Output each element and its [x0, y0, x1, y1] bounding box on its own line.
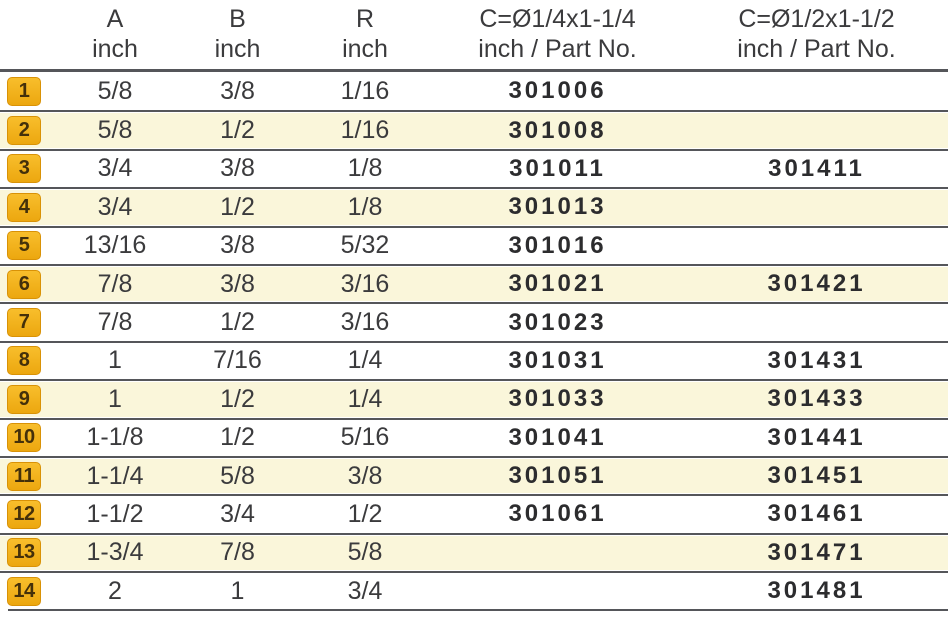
row-number-badge: 3	[7, 154, 41, 183]
cell-r: 1/8	[347, 154, 383, 183]
cell-b: 7/16	[213, 346, 262, 375]
cell-part-quarter: 301041	[508, 423, 607, 451]
column-header-part-quarter-unit: inch / Part No.	[478, 35, 637, 63]
table-header-row	[0, 0, 948, 72]
cell-part-quarter: 301023	[508, 308, 607, 336]
cell-a: 1	[108, 346, 122, 375]
cell-b: 5/8	[220, 461, 255, 490]
table-row	[0, 494, 948, 532]
cell-b: 3/8	[220, 231, 255, 260]
cell-part-half: 301451	[767, 462, 866, 490]
cell-a: 3/4	[97, 192, 133, 221]
row-number-badge: 7	[7, 308, 41, 337]
cell-r: 3/16	[340, 269, 390, 298]
cell-part-half: 301481	[767, 577, 866, 605]
cell-b: 3/4	[220, 499, 255, 528]
table-row	[0, 72, 948, 110]
row-number-badge: 11	[7, 462, 41, 491]
cell-r: 3/8	[347, 461, 383, 490]
cell-b: 1/2	[220, 192, 255, 221]
table-row	[0, 226, 948, 264]
cell-b: 1/2	[220, 384, 255, 413]
column-header-r-symbol: R	[355, 5, 375, 33]
cell-r: 3/16	[340, 308, 390, 337]
cell-a: 13/16	[83, 231, 147, 260]
cell-r: 1/4	[347, 384, 383, 413]
column-header-a	[55, 4, 175, 69]
cell-b: 3/8	[220, 269, 255, 298]
table-row	[0, 571, 948, 609]
cell-part-quarter: 301011	[509, 154, 606, 182]
cell-a: 3/4	[97, 154, 133, 183]
cell-r: 5/32	[340, 231, 390, 260]
table-row	[0, 533, 948, 571]
cell-a: 5/8	[97, 116, 133, 145]
row-number-badge: 13	[7, 538, 41, 567]
table-row	[0, 379, 948, 417]
row-number-badge: 8	[7, 346, 41, 375]
cell-part-quarter: 301013	[508, 193, 607, 221]
table-row	[0, 418, 948, 456]
column-header-part-half	[685, 4, 948, 69]
cell-part-half: 301433	[767, 385, 866, 413]
row-number-badge: 9	[7, 385, 41, 414]
table-row	[0, 149, 948, 187]
cell-part-quarter: 301021	[508, 270, 607, 298]
cell-b: 3/8	[220, 76, 255, 105]
column-header-a-symbol: A	[106, 5, 124, 33]
table-body	[0, 72, 948, 609]
cell-part-quarter: 301061	[508, 500, 607, 528]
row-number-badge: 2	[7, 116, 41, 145]
table-row	[0, 187, 948, 225]
row-number-badge: 1	[7, 77, 41, 106]
table-bottom-border	[8, 609, 948, 611]
cell-r: 1/2	[347, 499, 383, 528]
cell-a: 1-3/4	[86, 538, 144, 567]
cell-part-half: 301421	[767, 270, 866, 298]
column-header-r-unit: inch	[342, 35, 388, 63]
cell-a: 7/8	[97, 269, 133, 298]
cell-a: 1-1/8	[86, 423, 144, 452]
cell-r: 1/16	[340, 76, 390, 105]
table-row	[0, 110, 948, 148]
table-row	[0, 341, 948, 379]
cell-part-quarter: 301033	[508, 385, 607, 413]
table-row	[0, 302, 948, 340]
cell-a: 5/8	[97, 76, 133, 105]
cell-part-quarter: 301031	[508, 346, 607, 374]
cell-b: 1	[230, 576, 245, 605]
table-row	[0, 456, 948, 494]
cell-b: 3/8	[220, 154, 255, 183]
cell-part-quarter: 301016	[508, 231, 607, 259]
cell-a: 1	[108, 384, 122, 413]
cell-part-half: 301431	[767, 346, 866, 374]
cell-a: 7/8	[97, 308, 133, 337]
cell-a: 1-1/4	[86, 461, 144, 490]
cell-r: 1/16	[340, 116, 390, 145]
column-header-number	[0, 4, 55, 69]
cell-b: 1/2	[220, 116, 255, 145]
cell-part-half: 301441	[767, 423, 866, 451]
column-header-a-unit: inch	[92, 35, 138, 63]
cell-part-quarter: 301006	[508, 77, 607, 105]
cell-part-half: 301471	[767, 538, 866, 566]
column-header-b-symbol: B	[229, 5, 246, 33]
cell-part-half: 301411	[768, 154, 865, 182]
column-header-r	[300, 4, 430, 69]
column-header-part-half-spec: C=Ø1/2x1-1/2	[738, 5, 895, 33]
cell-part-quarter: 301051	[508, 462, 607, 490]
column-header-part-quarter	[430, 4, 685, 69]
row-number-badge: 10	[7, 423, 41, 452]
table-row	[0, 264, 948, 302]
cell-r: 5/8	[347, 538, 383, 567]
column-header-b	[175, 4, 300, 69]
column-header-part-quarter-spec: C=Ø1/4x1-1/4	[479, 5, 636, 33]
row-number-badge: 4	[7, 193, 41, 222]
cell-r: 1/4	[347, 346, 383, 375]
cell-part-half: 301461	[767, 500, 866, 528]
cell-r: 1/8	[347, 192, 383, 221]
cell-b: 1/2	[220, 423, 255, 452]
cell-r: 3/4	[347, 576, 383, 605]
row-number-badge: 5	[7, 231, 41, 260]
column-header-part-half-unit: inch / Part No.	[737, 35, 896, 63]
row-number-badge: 6	[7, 270, 41, 299]
row-number-badge: 12	[7, 500, 41, 529]
cell-part-quarter: 301008	[508, 116, 607, 144]
cell-b: 1/2	[220, 308, 255, 337]
cell-a: 2	[108, 576, 122, 605]
row-number-badge: 14	[7, 577, 41, 606]
cell-b: 7/8	[220, 538, 255, 567]
cell-r: 5/16	[340, 423, 390, 452]
column-header-b-unit: inch	[214, 35, 261, 63]
cell-a: 1-1/2	[86, 499, 144, 528]
